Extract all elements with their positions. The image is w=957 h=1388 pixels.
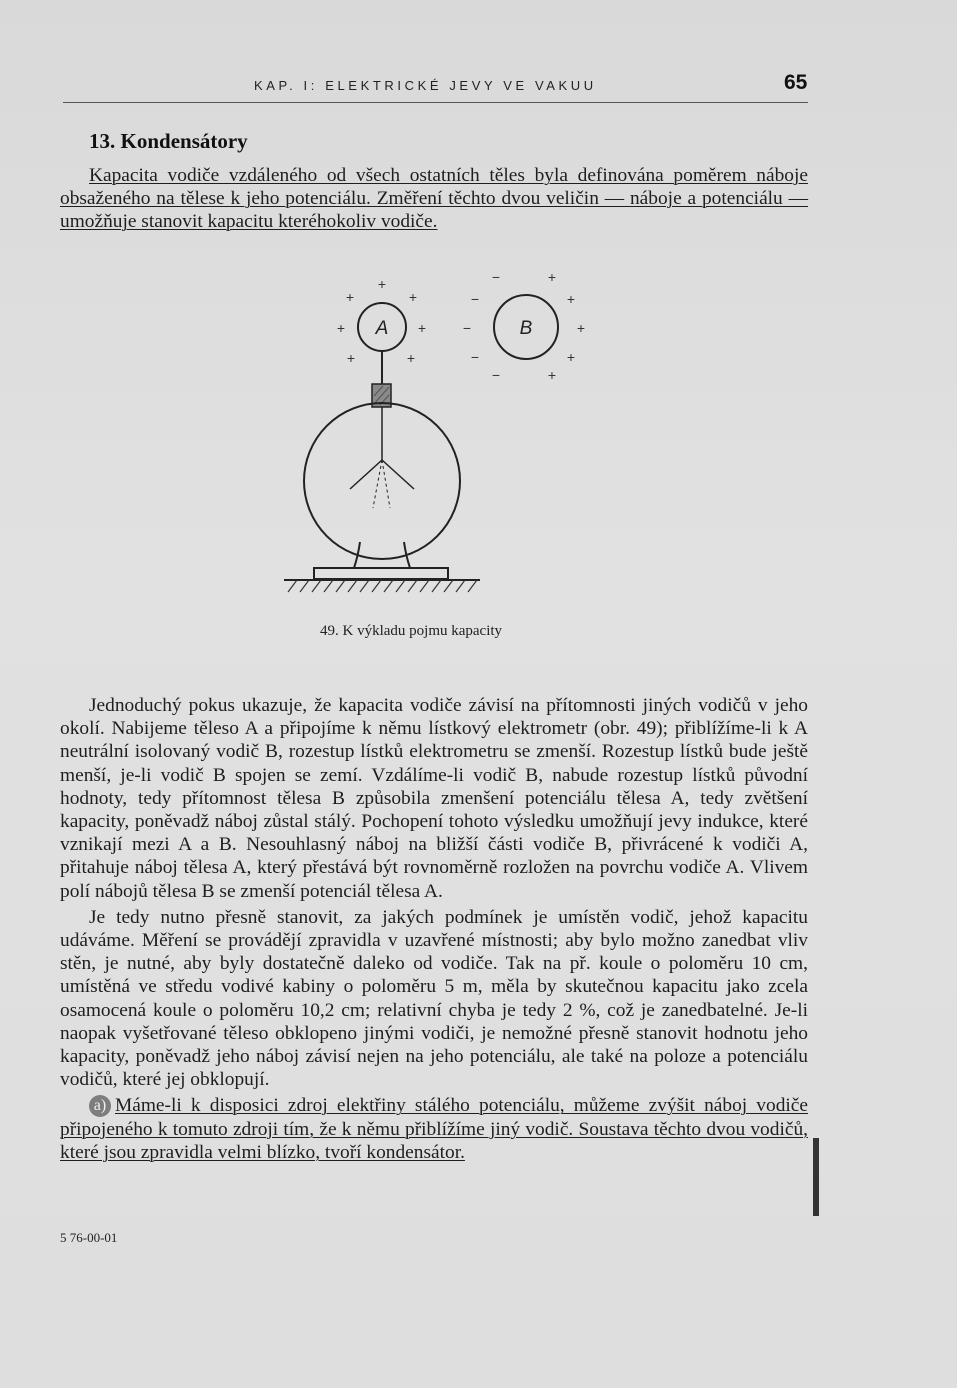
intro-block [60,164,808,234]
electrometer-figure [270,262,610,612]
electrometer [284,351,480,580]
charge-plus: + [345,289,355,305]
printer-code: 5 76-00-01 [60,1230,118,1245]
charge-minus: − [470,291,480,307]
charge-plus: + [408,289,418,305]
charge-minus: − [462,320,472,336]
charge-plus: + [576,320,586,336]
figure-caption: 49. K výkladu pojmu kapacity [320,623,503,639]
paragraph-capacitor-text: Máme-li k disposici zdroj elektřiny stálého potenciálu, můžeme zvýšit náboj vodiče připojeného k tomuto zdroji tím, že k němu přiblížíme jiný vodič. Soustava těchto dvou vodičů, které jsou zpravidla velmi blízko, tvoří kondensátor. [60,1095,808,1163]
charge-plus: + [547,269,557,285]
ground-hatching [288,580,477,592]
sphere-b [463,269,585,383]
paragraph-conditions: Je tedy nutno přesně stanovit, za jakých podmínek je umístěn vodič, jehož kapacitu udáváme. Měření se provádějí zpravidla v uzavřené místnosti; aby bylo možno zanedbat vliv stěn, je nutné, aby byly dostatečně daleko od vodiče. Tak na př. koule o poloměru 10 cm, umístěná ve středu vodivé kabiny o poloměru 5 m, měla by skutečnou kapacitu jako zcela osamocená koule o poloměru 10,2 cm; relativní chyba je tedy 2 %, což je zanedbatelné. Je-li naopak vyšetřované těleso obklopeno jinými vodiči, je nemožné přesně stanovit hodnotu jeho kapacity, poněvadž jeho náboj závisí nejen na jeho potenciálu, ale také na poloze a potenciálu vodičů, které jej obklopují. [60,906,808,1091]
label-a: A [375,318,389,339]
charge-plus: + [566,291,576,307]
margin-mark [813,1138,819,1216]
charge-plus: + [417,320,427,336]
section-title: 13. Kondensátory [89,129,248,153]
running-head: KAP. I: ELEKTRICKÉ JEVY VE VAKUU [254,78,597,93]
charge-plus: + [566,349,576,365]
charge-minus: − [491,367,501,383]
label-b: B [519,318,533,339]
charge-plus: + [377,276,387,292]
charge-minus: − [491,269,501,285]
header-rule [63,102,808,103]
highlight-marker: a) [89,1095,111,1117]
charge-minus: − [470,349,480,365]
charge-plus: + [406,350,416,366]
charge-plus: + [547,367,557,383]
charge-plus: + [346,350,356,366]
page-number: 65 [784,71,808,94]
body-block [60,694,808,1164]
intro-paragraph: Kapacita vodiče vzdáleného od všech ostatních těles byla definována poměrem náboje obsaženého na tělese k jeho potenciálu. Změření těchto dvou veličin — náboje a potenciálu — umožňuje stanovit kapacitu kteréhokoliv vodiče. [60,165,808,233]
paragraph-experiment: Jednoduchý pokus ukazuje, že kapacita vodiče závisí na přítomnosti jiných vodičů v jeho okolí. Nabijeme těleso A a připojíme k němu lístkový elektrometr (obr. 49); přiblížíme-li k A neutrální isolovaný vodič B, rozestup lístků elektrometru se zmenší. Rozestup lístků bude ještě menší, je-li vodič B spojen se zemí. Vzdálíme-li vodič B, nabude rozestup lístků původní hodnoty, tedy přítomnost tělesa B způsobila zmenšení potenciálu tělesa A, tedy zvětšení kapacity, poněvadž náboj zůstal stálý. Pochopení tohoto výsledku umožňují jevy indukce, které vznikají mezi A a B. Nesouhlasný náboj na bližší části vodiče B, přivrácené k vodiči A, přitahuje náboj tělesa A, který přestává být rovnoměrně rozložen na povrchu vodiče A. Vlivem polí nábojů tělesa B se zmenší potenciál tělesa A. [60,695,808,902]
paragraph-capacitor [60,1094,808,1164]
charge-plus: + [336,320,346,336]
